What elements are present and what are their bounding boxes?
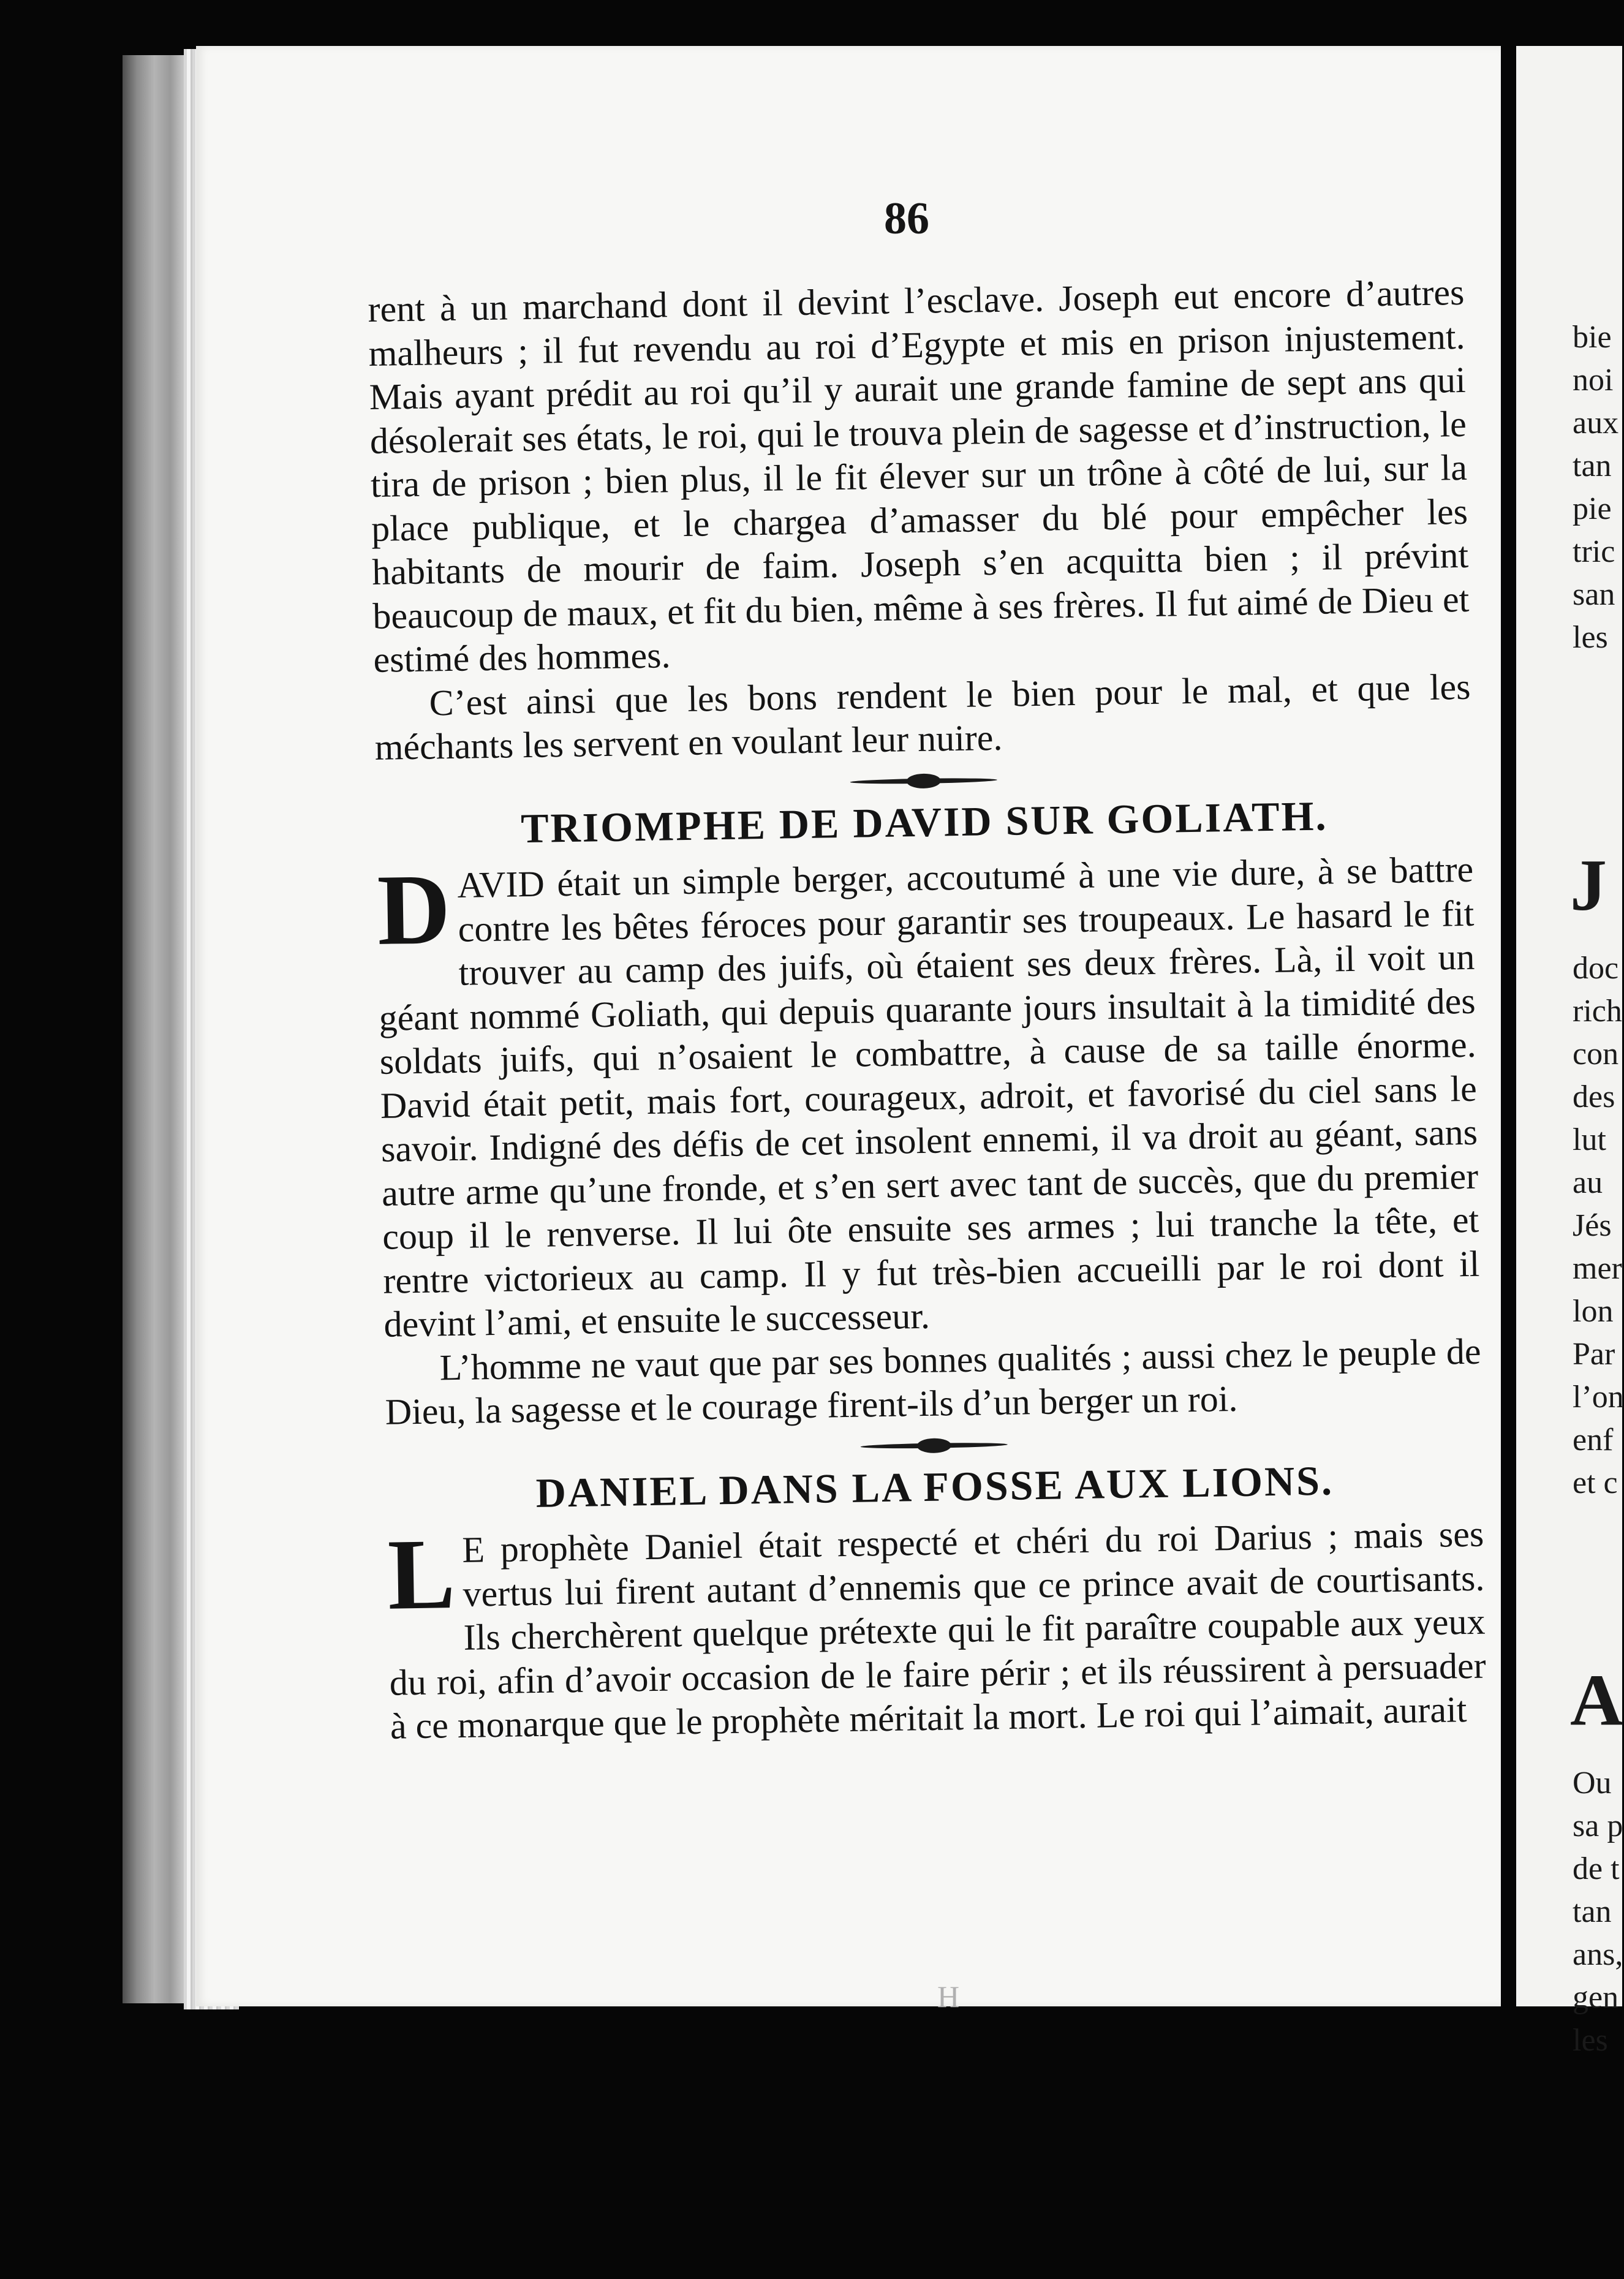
drop-cap: L: [387, 1517, 456, 1631]
fragment: mer: [1573, 1251, 1622, 1286]
fragment: Par: [1573, 1337, 1615, 1372]
section-moral-david: L’homme ne vaut que par ses bonnes qualités ; aussi chez le peuple de Dieu, la sagesse et le courage firent-ils d’un berger un roi.: [385, 1331, 1481, 1432]
fragment: tan: [1573, 448, 1612, 483]
page-number: 86: [884, 194, 929, 244]
fragment: sa p: [1573, 1808, 1623, 1843]
section-body-daniel: [387, 1513, 1487, 1749]
fragment: tric: [1573, 534, 1615, 569]
ornament-icon: [850, 777, 997, 784]
fragment: noi: [1573, 363, 1614, 398]
body-text: AVID était un simple berger, accoutumé à une vie dure, à se battre contre les bêtes féroces pour garantir ses troupeaux. Le hasard le fit trouver au camp des juifs, où étaient ses deux frères. Là, il voit un géant nommé Goliath, qui depuis quarante jours insultait à la timidité des soldats juifs, qui n’osaient le combattre, à cause de sa taille énorme. David était petit, mais fort, courageux, adroit, et favorisé du ciel sans le savoir. Indigné des défis de cet insolent ennemi, il va droit au géant, sans autre arme qu’une fronde, et s’en sert avec tant de succès, que du premier coup il le renverse. Il lui ôte ensuite ses armes ; lui tranche la tête, et rentre victorieux au camp. Il y fut très-bien accueilli par le roi dont il devint l’ami, et ensuite le successeur.: [379, 848, 1480, 1345]
adjacent-page: [1516, 46, 1624, 2058]
fragment: enf: [1573, 1423, 1614, 1457]
fragment: Jés: [1573, 1208, 1612, 1243]
fragment: J: [1570, 844, 1607, 926]
page-content: [368, 271, 1487, 1748]
fragment: A: [1570, 1659, 1623, 1740]
fragment: de t: [1573, 1851, 1620, 1886]
fragment: tan: [1573, 1894, 1612, 1929]
fragment: l’on: [1573, 1380, 1624, 1415]
ornament-icon: [861, 1442, 1008, 1449]
fragment: des: [1573, 1079, 1615, 1114]
section-title-david: TRIOMPHE DE DAVID SUR GOLIATH.: [520, 792, 1328, 852]
body-text: E prophète Daniel était respecté et chéri du roi Darius ; mais ses vertus lui firent autant d’ennemis que ce prince avait de courtisants. Ils cherchèrent quelque prétexte qui le fit paraître coupable aux yeux du roi, afin d’avoir occasion de le faire périr ; et ils réussirent à persuader à ce monarque que le prophète méritait la mort. Le roi qui l’aimait, aurait: [389, 1513, 1487, 1747]
fragment: les: [1573, 2023, 1608, 2058]
fragment: gen: [1573, 1980, 1619, 2015]
fragment: ans,: [1573, 1937, 1623, 1972]
fragment: au: [1573, 1165, 1603, 1200]
fragment: lon: [1573, 1294, 1614, 1329]
fragment: aux: [1573, 406, 1619, 440]
fragment: doc: [1573, 951, 1619, 986]
section-title-daniel: DANIEL DANS LA FOSSE AUX LIONS.: [535, 1456, 1334, 1516]
drop-cap: D: [376, 853, 451, 966]
section-body-david: [377, 848, 1481, 1347]
fragment: Ou: [1573, 1766, 1612, 1801]
fragment: les: [1573, 620, 1608, 655]
fragment: lut: [1573, 1122, 1606, 1157]
opening-paragraph: rent à un marchand dont il devint l’esclave. Joseph eut encore d’autres malheurs ; il fut revendu au roi d’Egypte et mis en prison injustement. Mais ayant prédit au roi qu’il y aurait une grande famine de sept ans qui désolerait ses états, le roi, qui le trouva plein de sagesse et d’instruction, le tira de prison ; bien plus, il le fit élever sur un trône à côté de lui, sur la place publique, et le chargea d’amasser du blé pour empêcher les habitants de mourir de faim. Joseph s’en acquitta bien ; il prévint beaucoup de maux, et fit du bien, même à ses frères. Il fut aimé de Dieu et estimé des hommes.: [368, 271, 1470, 680]
fragment: et c: [1573, 1465, 1618, 1500]
fragment: con: [1573, 1037, 1619, 1071]
fragment: san: [1573, 577, 1615, 612]
fragment: bie: [1573, 320, 1612, 355]
fragment: pie: [1573, 491, 1612, 526]
signature-mark: H: [937, 1979, 960, 2014]
fragment: rich: [1573, 994, 1622, 1029]
opening-moral: C’est ainsi que les bons rendent le bien pour le mal, et que les méchants les servent en voulant leur nuire.: [374, 666, 1471, 768]
